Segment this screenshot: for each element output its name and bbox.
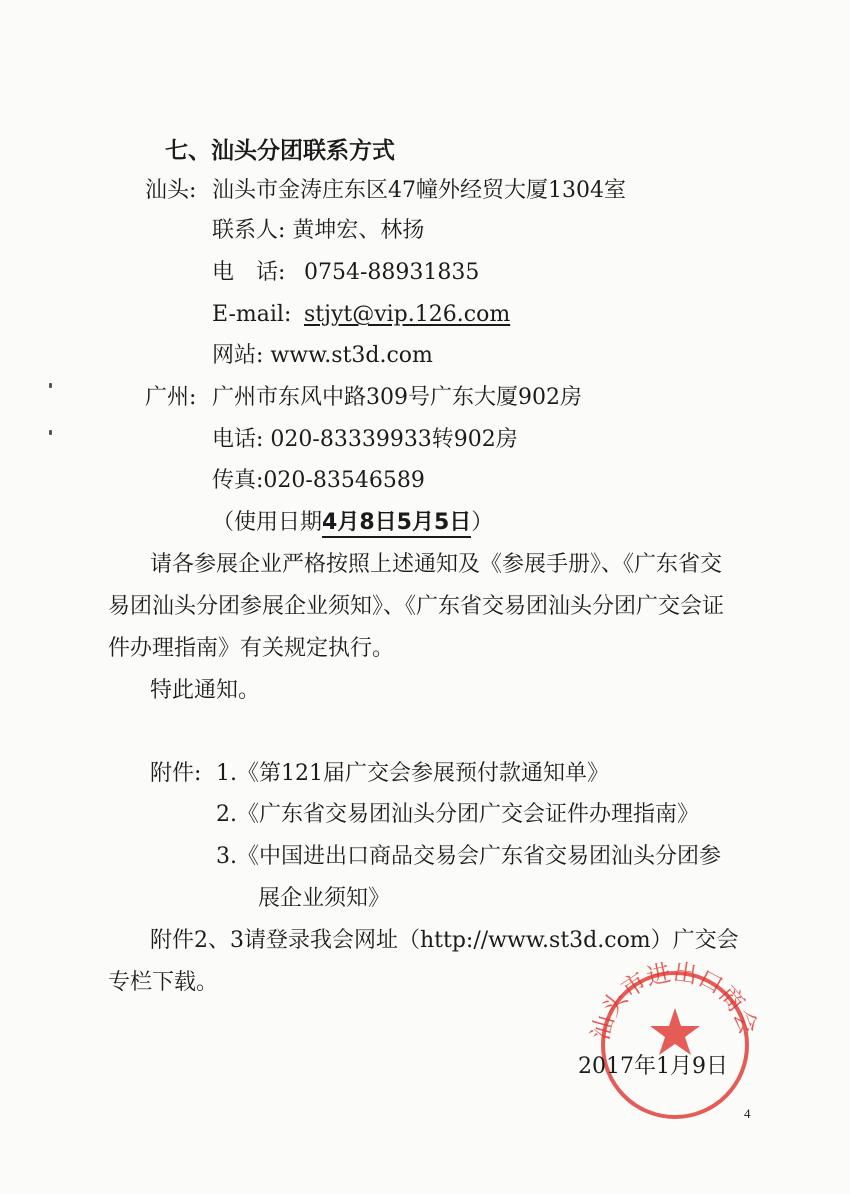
guangzhou-fax: 传真:020-83546589 bbox=[212, 468, 425, 493]
attachment-item-3-line-1: 3.《中国进出口商品交易会广东省交易团汕头分团参 bbox=[216, 844, 721, 869]
paragraph-line-1: 请各参展企业严格按照上述通知及《参展手册》、《广东省交 bbox=[150, 552, 723, 577]
paragraph-line-3: 件办理指南》有关规定执行。 bbox=[108, 636, 395, 661]
shantou-email-label: E-mail: bbox=[212, 302, 292, 327]
shantou-label: 汕头: bbox=[145, 178, 197, 203]
guangzhou-label: 广州: bbox=[145, 385, 197, 410]
usage-dates-value: 4月8日5月5日 bbox=[322, 510, 471, 538]
usage-suffix: ） bbox=[471, 510, 494, 535]
guangzhou-phone: 电话: 020-83339933转902房 bbox=[212, 427, 518, 452]
shantou-contact: 联系人: 黄坤宏、林扬 bbox=[212, 218, 425, 243]
attachment-item-1: 1.《第121届广交会参展预付款通知单》 bbox=[216, 761, 609, 786]
usage-prefix: （使用日期 bbox=[212, 510, 323, 535]
guangzhou-address: 广州市东风中路309号广东大厦902房 bbox=[212, 385, 582, 410]
paragraph-line-2: 易团汕头分团参展企业须知》、《广东省交易团汕头分团广交会证 bbox=[108, 594, 725, 619]
document-date: 2017年1月9日 bbox=[578, 1054, 728, 1079]
attachments-label: 附件: bbox=[150, 761, 202, 786]
shantou-address: 汕头市金涛庄东区47幢外经贸大厦1304室 bbox=[212, 178, 626, 203]
usage-dates bbox=[212, 508, 493, 538]
attachment-item-3-line-2: 展企业须知》 bbox=[258, 886, 391, 911]
shantou-email-link[interactable]: stjyt@vip.126.com bbox=[304, 302, 511, 327]
shantou-phone: 0754-88931835 bbox=[304, 260, 480, 285]
seal-text: 汕头市进出口商会 bbox=[586, 958, 763, 1044]
download-line-2: 专栏下载。 bbox=[108, 970, 219, 995]
attachment-item-2: 2.《广东省交易团汕头分团广交会证件办理指南》 bbox=[216, 802, 699, 827]
notice-text: 特此通知。 bbox=[150, 678, 261, 703]
scan-speck bbox=[49, 383, 52, 388]
shantou-phone-label: 电 话: bbox=[212, 260, 286, 285]
page-number: 4 bbox=[744, 1106, 751, 1121]
shantou-website: 网站: www.st3d.com bbox=[212, 343, 433, 368]
seal-star-icon bbox=[650, 1008, 700, 1055]
section-title: 七、汕头分团联系方式 bbox=[165, 138, 395, 164]
scan-speck bbox=[49, 430, 52, 435]
download-line-1: 附件2、3请登录我会网址（http://www.st3d.com）广交会 bbox=[150, 928, 739, 953]
official-seal bbox=[580, 950, 770, 1120]
